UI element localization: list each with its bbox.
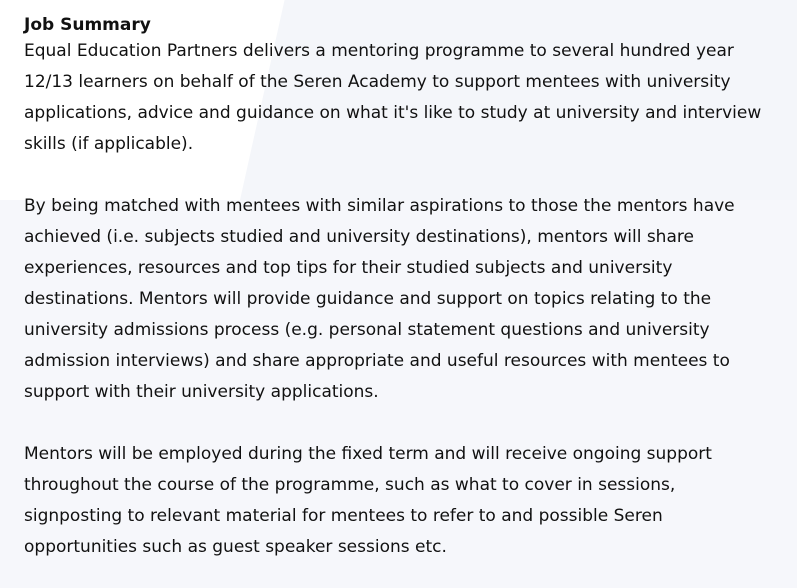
- section-heading: Job Summary: [24, 15, 151, 35]
- summary-paragraph-1: Equal Education Partners delivers a mentoring programme to several hundred year 12/13 learners on behalf of the Seren Academy to support mentees with university applications, advice and guidance on what it's like to study at university and interview skills (if applicable).: [24, 41, 762, 154]
- summary-paragraph-3: Mentors will be employed during the fixed term and will receive ongoing support throughout the course of the programme, such as what to cover in sessions, signposting to relevant material for mentees to refer to and possible Seren opportunities such as guest speaker sessions etc.: [24, 444, 712, 557]
- summary-paragraph-2: By being matched with mentees with similar aspirations to those the mentors have achieved (i.e. subjects studied and university destinations), mentors will share experiences, resources and top tips for their studied subjects and university destinations. Mentors will provide guidance and support on topics relating to the university admissions process (e.g. personal statement questions and university admission interviews) and share appropriate and useful resources with mentees to support with their university applications.: [24, 196, 735, 402]
